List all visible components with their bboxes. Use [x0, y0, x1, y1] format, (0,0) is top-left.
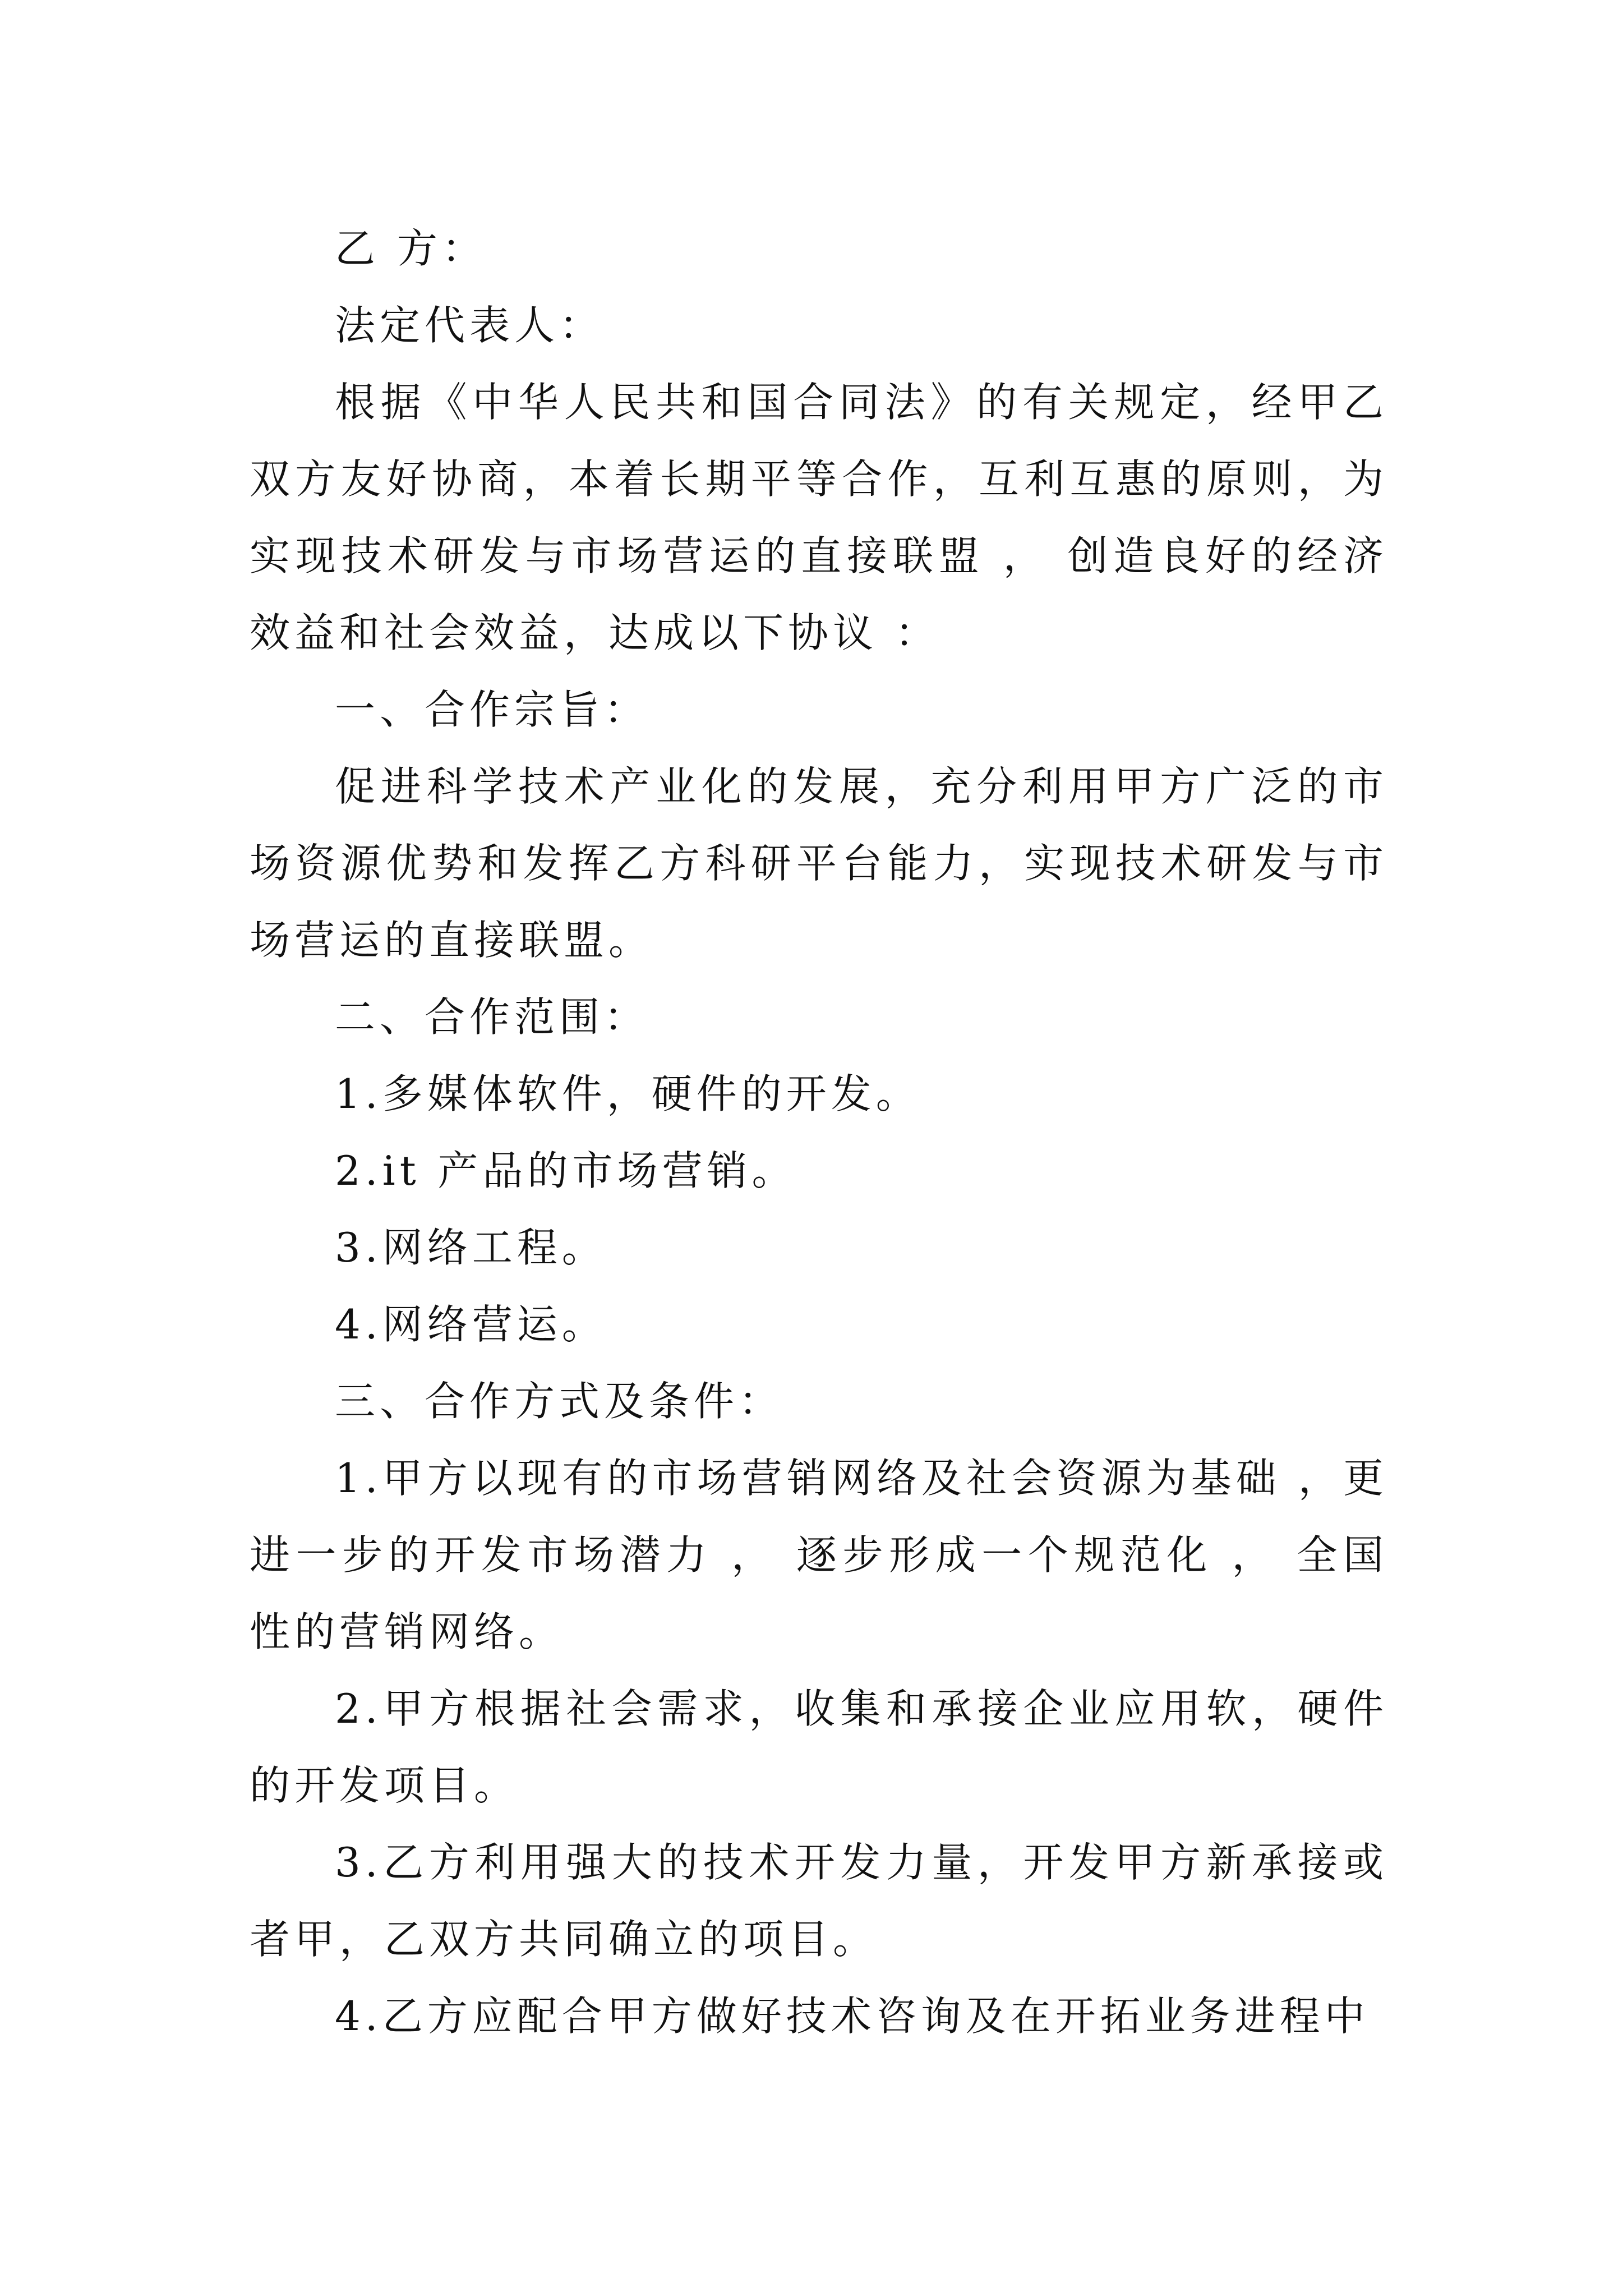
- purpose-paragraph: 促进科学技术产业化的发展，充分利用甲方广泛的市场资源优势和发挥乙方科研平台能力，实现技术研发与市场营运的直接联盟。: [250, 763, 1388, 964]
- scope-item-1: 1.多媒体软件，硬件的开发。: [335, 1070, 921, 1117]
- terms-item-2: 2.甲方根据社会需求，收集和承接企业应用软，硬件的开发项目。: [250, 1685, 1388, 1809]
- section-heading-scope: 二、合作范围：: [335, 993, 649, 1041]
- party-b-line: 乙 方：: [335, 225, 487, 272]
- scope-item-4: 4.网络营运。: [335, 1301, 607, 1348]
- legal-representative-line: 法定代表人：: [335, 302, 605, 349]
- preamble-paragraph: 根据《中华人民共和国合同法》的有关规定，经甲乙双方友好协商，本着长期平等合作，互利互惠的原则，为实现技术研发与市场营运的直接联盟 ， 创造良好的经济效益和社会效益，达成以下协议 ：: [250, 379, 1388, 656]
- section-heading-purpose: 一、合作宗旨：: [335, 686, 649, 733]
- terms-item-1: 1.甲方以现有的市场营销网络及社会资源为基础 ，更进一步的开发市场潜力 ， 逐步形成一个规范化 ， 全国性的营销网络。: [250, 1455, 1388, 1655]
- document-body: [250, 210, 1388, 2055]
- scope-item-2: 2.it 产品的市场营销。: [335, 1147, 797, 1194]
- terms-item-3: 3.乙方利用强大的技术开发力量，开发甲方新承接或者甲，乙双方共同确立的项目。: [250, 1839, 1388, 1963]
- terms-item-4: 4.乙方应配合甲方做好技术咨询及在开拓业务进程中: [335, 1993, 1370, 2040]
- scope-item-3: 3.网络工程。: [335, 1224, 607, 1271]
- section-heading-terms: 三、合作方式及条件：: [335, 1378, 784, 1425]
